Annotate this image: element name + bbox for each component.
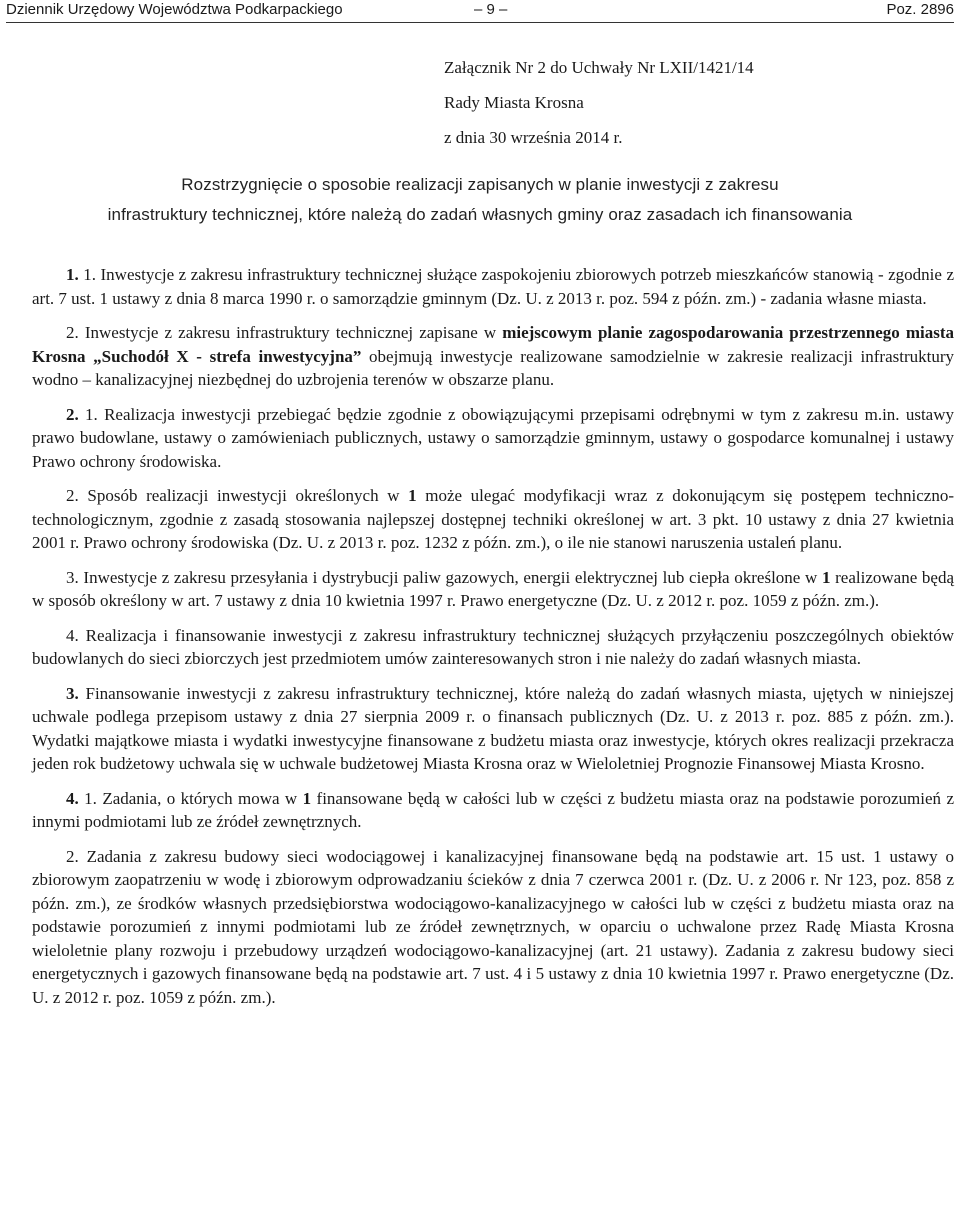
annex-line-3: z dnia 30 września 2014 r. bbox=[444, 128, 623, 147]
paragraph-3: 2. 1. Realizacja inwestycji przebiegać będzie zgodnie z obowiązującymi przepisami odrębnymi w tym z zakresu m.in. ustawy prawo budowlane, ustawy o zamówieniach publicznych, ustawy o samorządzie gminnym, ustawy o gospodarce komunalnej i ustawy Prawo ochrony środowiska. bbox=[32, 404, 954, 471]
document-title bbox=[20, 170, 940, 230]
page-number: – 9 – bbox=[474, 1, 508, 18]
section-ref: 1 bbox=[302, 788, 312, 808]
plan-name: miejscowym planie zagospodarowania przestrzennego miasta Krosna „Suchodół X - strefa inwestycyjna” bbox=[32, 323, 954, 366]
section-ref: 1 bbox=[408, 486, 417, 505]
paragraph-4: 2. Sposób realizacji inwestycji określonych w 1 może ulegać modyfikacji wraz z dokonującym się postępem techniczno-technologicznym, zgodnie z zasadą stosowania najlepszej dostępnej techniki określonej w art. 3 pkt. 10 ustawy z dnia 27 kwietnia 2001 r. Prawo ochrony środowiska (Dz. U. z 2013 r. poz. 1232 z późn. zm.), o ile nie stanowi naruszenia ustaleń planu. bbox=[32, 486, 954, 552]
section-ref: 1 bbox=[821, 567, 831, 587]
paragraph-2: 2. Inwestycje z zakresu infrastruktury technicznej zapisane w miejscowym planie zagospodarowania przestrzennego miasta Krosna „Suchodół X - strefa inwestycyjna” obejmują inwestycje realizowane samodzielnie w zakresie realizacji infrastruktury wodno – kanalizacyjnej niezbędnej do uzbrojenia terenów w obszarze planu. bbox=[32, 323, 955, 389]
paragraph-8: 4. 1. Zadania, o których mowa w 1 finansowane będą w całości lub w części z budżetu miasta oraz na podstawie porozumień z innymi podmiotami lub ze źródeł zewnętrznych. bbox=[32, 788, 954, 831]
section-number: 4. bbox=[66, 788, 79, 808]
journal-title: Dziennik Urzędowy Województwa Podkarpackiego bbox=[6, 1, 343, 18]
paragraph-6: 4. Realizacja i finansowanie inwestycji z zakresu infrastruktury technicznej służących przyłączeniu poszczególnych obiektów budowlanych do sieci zbiorczych jest przedmiotem umów zainteresowanych stron i nie należy do zadań własnych miasta. bbox=[32, 625, 954, 668]
annex-block bbox=[444, 50, 754, 155]
paragraph-5: 3. Inwestycje z zakresu przesyłania i dystrybucji paliw gazowych, energii elektrycznej lub ciepła określone w 1 realizowane będą w sposób określony w art. 7 ustawy z dnia 10 kwietnia 1997 r. Prawo energetyczne (Dz. U. z 2012 r. poz. 1059 z późn. zm.). bbox=[32, 567, 954, 610]
section-number: 1. bbox=[66, 265, 79, 284]
section-number: 2. bbox=[66, 404, 79, 424]
title-line-1: Rozstrzygnięcie o sposobie realizacji zapisanych w planie inwestycji z zakresu bbox=[181, 175, 779, 194]
annex-line-1: Załącznik Nr 2 do Uchwały Nr LXII/1421/14 bbox=[444, 58, 754, 77]
title-line-2: infrastruktury technicznej, które należą do zadań własnych gminy oraz zasadach ich finansowania bbox=[107, 205, 853, 224]
document-body bbox=[32, 263, 954, 1020]
paragraph-1: 1. 1. Inwestycje z zakresu infrastruktury technicznej służące zaspokojeniu zbiorowych potrzeb mieszkańców stanowią - zgodnie z art. 7 ust. 1 ustawy z dnia 8 marca 1990 r. o samorządzie gminnym (Dz. U. z 2013 r. poz. 594 z późn. zm.) - zadania własne miasta. bbox=[32, 265, 954, 308]
paragraph-9: 2. Zadania z zakresu budowy sieci wodociągowej i kanalizacyjnej finansowane będą na podstawie art. 15 ust. 1 ustawy o zbiorowym zaopatrzeniu w wodę i zbiorowym odprowadzaniu ścieków z dnia 7 czerwca 2001 r. (Dz. U. z 2006 r. Nr 123, poz. 858 z późn. zm.), ze środków własnych przedsiębiorstwa wodociągowo-kanalizacyjnego w całości lub w części z budżetu miasta oraz na podstawie porozumień z innymi podmiotami lub ze źródeł zewnętrznych, w oparciu o uchwalone przez Radę Miasta Krosna wieloletnie plany rozwoju i przebudowy urządzeń wodociągowo-kanalizacyjnej (art. 21 ustawy). Zadania z zakresu budowy sieci energetycznych i gazowych finansowane będą na podstawie art. 7 ust. 4 i 5 ustawy z dnia 10 kwietnia 1997 r. Prawo energetyczne (Dz. U. z 2012 r. poz. 1059 z późn. zm.). bbox=[32, 846, 954, 1007]
position-number: Poz. 2896 bbox=[886, 1, 954, 18]
annex-line-2: Rady Miasta Krosna bbox=[444, 93, 584, 112]
section-number: 3. bbox=[66, 683, 79, 703]
page-header bbox=[6, 0, 954, 23]
paragraph-7: 3. Finansowanie inwestycji z zakresu infrastruktury technicznej, które należą do zadań własnych miasta, ujętych w niniejszej uchwale podlega przepisom ustawy z dnia 27 sierpnia 2009 r. o finansach publicznych (Dz. U. z 2013 r. poz. 885 z późn. zm.). Wydatki majątkowe miasta i wydatki inwestycyjne finansowane z budżetu miasta oraz inwestycje, których okres realizacji przekracza jeden rok budżetowy uchwala się w uchwale budżetowej Miasta Krosna oraz w Wieloletniej Prognozie Finansowej Miasta Krosno. bbox=[32, 683, 954, 773]
